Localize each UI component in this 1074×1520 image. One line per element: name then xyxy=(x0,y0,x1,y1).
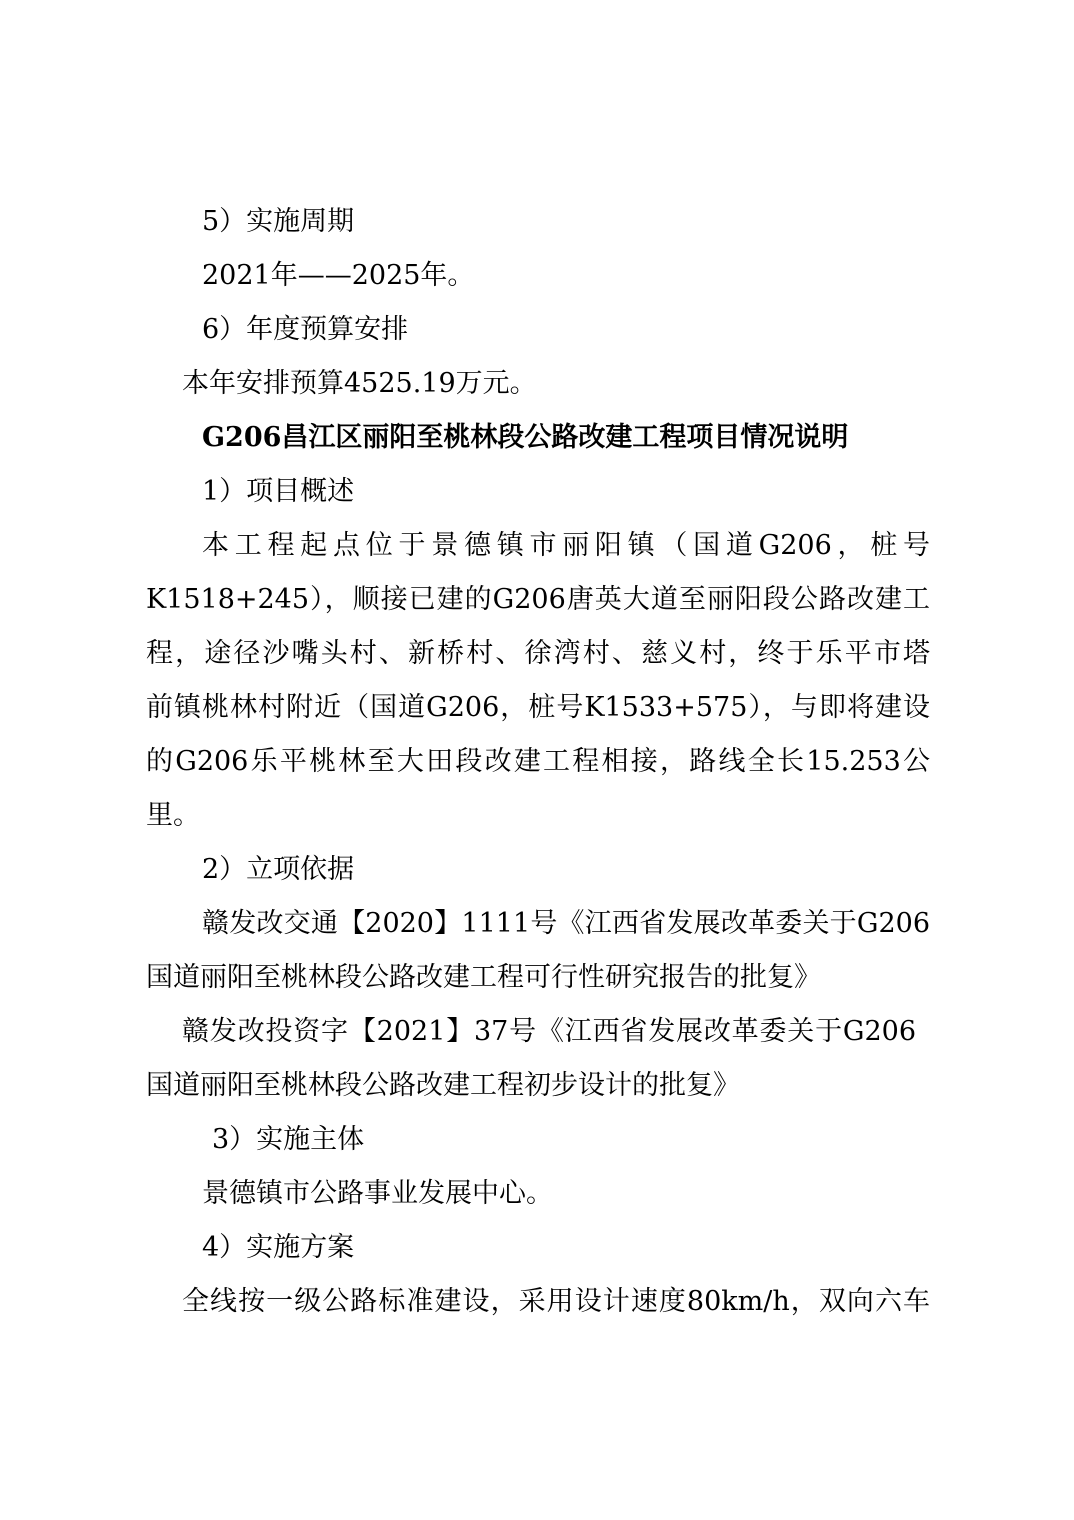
overview-line-3: 程，途径沙嘴头村、新桥村、徐湾村、慈义村，终于乐平市塔 xyxy=(146,638,930,669)
heading-project-overview: 1）项目概述 xyxy=(202,476,355,507)
overview-line-1: 本工程起点位于景德镇市丽阳镇（国道G206，桩号 xyxy=(202,530,930,561)
overview-line-6: 里。 xyxy=(146,800,200,831)
heading-annual-budget: 6）年度预算安排 xyxy=(202,314,409,345)
budget-text: 本年安排预算4525.19万元。 xyxy=(182,368,537,399)
heading-implementation-period: 5）实施周期 xyxy=(202,206,355,237)
entity-text: 景德镇市公路事业发展中心。 xyxy=(202,1178,553,1209)
heading-implementation-plan: 4）实施方案 xyxy=(202,1232,355,1263)
plan-line-1: 全线按一级公路标准建设，采用设计速度80km/h，双向六车 xyxy=(182,1286,930,1317)
basis-line-2: 国道丽阳至桃林段公路改建工程可行性研究报告的批复》 xyxy=(146,962,821,993)
basis-line-4: 国道丽阳至桃林段公路改建工程初步设计的批复》 xyxy=(146,1070,740,1101)
basis-line-1: 赣发改交通【2020】1111号《江西省发展改革委关于G206 xyxy=(202,908,930,939)
heading-project-basis: 2）立项依据 xyxy=(202,854,355,885)
heading-implementing-entity: 3）实施主体 xyxy=(212,1124,365,1155)
overview-line-4: 前镇桃林村附近（国道G206，桩号K1533+575），与即将建设 xyxy=(146,692,930,723)
overview-line-2: K1518+245），顺接已建的G206唐英大道至丽阳段公路改建工 xyxy=(146,584,930,615)
overview-line-5: 的G206乐平桃林至大田段改建工程相接，路线全长15.253公 xyxy=(146,746,930,777)
period-text: 2021年——2025年。 xyxy=(202,260,475,291)
section-title: G206昌江区丽阳至桃林段公路改建工程项目情况说明 xyxy=(202,422,849,453)
basis-line-3: 赣发改投资字【2021】37号《江西省发展改革委关于G206 xyxy=(182,1016,916,1047)
